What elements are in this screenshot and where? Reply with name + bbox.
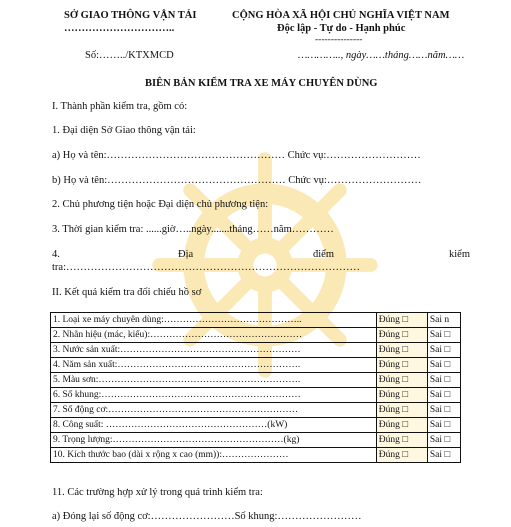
table-row	[51, 433, 461, 448]
section11-line-a: a) Đóng lại số động cơ:……………………Số khung:……………………	[52, 511, 362, 522]
check-item: 1. Loại xe máy chuyên dùng:……………………………………..	[51, 313, 377, 328]
wrong-checkbox[interactable]: Sai □	[427, 403, 460, 418]
motto: Độc lập - Tự do - Hạnh phúc	[277, 23, 406, 34]
section1-item1: 1. Đại diện Sở Giao thông vận tải:	[52, 125, 196, 136]
section1-item3: 3. Thời gian kiểm tra: ......giờ…..ngày.......tháng……năm…………	[52, 224, 334, 235]
section1-item4-word2: điểm	[313, 249, 334, 260]
correct-checkbox[interactable]: Đúng □	[376, 313, 427, 328]
correct-checkbox[interactable]: Đúng □	[376, 373, 427, 388]
correct-checkbox[interactable]: Đúng □	[376, 448, 427, 463]
verification-table	[50, 312, 461, 463]
section2-heading: II. Kết quả kiểm tra đối chiếu hồ sơ	[52, 287, 202, 298]
table-row	[51, 328, 461, 343]
agency-name: SỞ GIAO THÔNG VẬN TẢI	[64, 10, 197, 21]
correct-checkbox[interactable]: Đúng □	[376, 403, 427, 418]
section1-item4-num: 4.	[52, 249, 60, 260]
table-row	[51, 448, 461, 463]
wrong-checkbox[interactable]: Sai □	[427, 328, 460, 343]
doc-number: Số:……../KTXMCD	[85, 50, 174, 61]
check-item: 5. Màu sơn:……………………………………………………….	[51, 373, 377, 388]
check-item: 6. Số khung:………………………………………………………	[51, 388, 377, 403]
section1-item4-line2: tra:…………………………………………………………………………	[52, 262, 360, 273]
country-name: CỘNG HÒA XÃ HỘI CHỦ NGHĨA VIỆT NAM	[232, 10, 450, 21]
correct-checkbox[interactable]: Đúng □	[376, 433, 427, 448]
wrong-checkbox[interactable]: Sai □	[427, 418, 460, 433]
check-item: 9. Trọng lượng:………………………………………………(kg)	[51, 433, 377, 448]
check-item: 4. Năm sản xuất:………………………………………………….	[51, 358, 377, 373]
check-item: 10. Kích thước bao (dài x rộng x cao (mm)):…………………	[51, 448, 377, 463]
date-line: ………….., ngày……tháng……năm……	[298, 50, 465, 61]
check-item: 2. Nhãn hiệu (mác, kiểu):…………………………………………	[51, 328, 377, 343]
wrong-checkbox[interactable]: Sai □	[427, 373, 460, 388]
agency-dots: …………………………..	[64, 23, 175, 34]
table-row	[51, 313, 461, 328]
wrong-checkbox[interactable]: Sai □	[427, 343, 460, 358]
section1-item4-word1: Địa	[178, 249, 194, 260]
wrong-checkbox[interactable]: Sai □	[427, 358, 460, 373]
section1-item2: 2. Chủ phương tiện hoặc Đại diện chủ phương tiện:	[52, 199, 269, 210]
table-row	[51, 418, 461, 433]
wrong-checkbox[interactable]: Sai □	[427, 448, 460, 463]
table-row	[51, 388, 461, 403]
section11-heading: 11. Các trường hợp xử lý trong quá trình kiểm tra:	[52, 487, 263, 498]
name-line-b: b) Họ và tên:…………………………………………… Chức vụ:………………………	[52, 175, 422, 186]
correct-checkbox[interactable]: Đúng □	[376, 418, 427, 433]
correct-checkbox[interactable]: Đúng □	[376, 328, 427, 343]
wrong-checkbox[interactable]: Sai □	[427, 433, 460, 448]
correct-checkbox[interactable]: Đúng □	[376, 358, 427, 373]
correct-checkbox[interactable]: Đúng □	[376, 388, 427, 403]
section1-item4-word3: kiểm	[449, 249, 470, 260]
table-row	[51, 403, 461, 418]
check-item: 3. Nước sản xuất:…………………………………………………	[51, 343, 377, 358]
motto-underline: ---------------	[315, 35, 363, 45]
check-item: 7. Số động cơ:……………………………………………………	[51, 403, 377, 418]
wrong-checkbox[interactable]: Sai n	[427, 313, 460, 328]
table-row	[51, 373, 461, 388]
correct-checkbox[interactable]: Đúng □	[376, 343, 427, 358]
section1-heading: I. Thành phần kiểm tra, gồm có:	[52, 101, 188, 112]
document-title: BIÊN BẢN KIỂM TRA XE MÁY CHUYÊN DÙNG	[145, 78, 378, 89]
table-row	[51, 358, 461, 373]
name-line-a: a) Họ và tên:…………………………………………… Chức vụ:………………………	[52, 150, 421, 161]
table-row	[51, 343, 461, 358]
wrong-checkbox[interactable]: Sai □	[427, 388, 460, 403]
check-item: 8. Công suất: ……………………………………………(kW)	[51, 418, 377, 433]
